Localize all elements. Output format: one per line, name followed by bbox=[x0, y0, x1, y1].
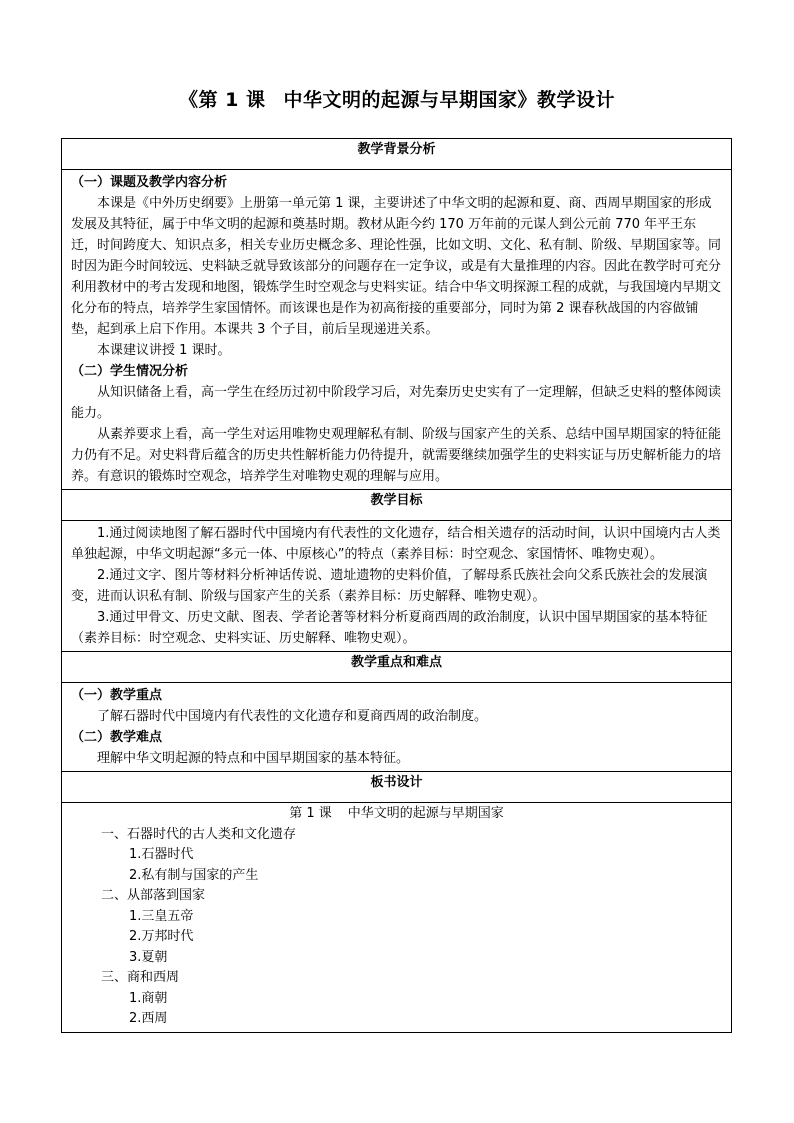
content-analysis-subheading: （一）课题及教学内容分析 bbox=[71, 175, 228, 190]
lesson-hours-paragraph: 本课建议讲授 1 课时。 bbox=[97, 343, 231, 358]
key-focus-subheading: （一）教学重点 bbox=[71, 688, 163, 703]
goals-cell bbox=[62, 521, 732, 652]
difficulty-subheading: （二）教学难点 bbox=[71, 730, 163, 745]
board-item-2b: 2.万邦时代 bbox=[129, 929, 194, 944]
student-knowledge-paragraph: 从知识储备上看，高一学生在经历过初中阶段学习后，对先秦历史史实有了一定理解，但缺乏史料的整体阅读能力。 bbox=[71, 385, 722, 421]
keypoints-heading: 教学重点和难点 bbox=[62, 652, 732, 683]
goal-item-2: 2.通过文字、图片等材料分析神话传说、遗址遗物的史料价值，了解母系氏族社会向父系氏族社会的发展演变，进而认识私有制、阶级与国家产生的关系（素养目标：历史解释、唯物史观）。 bbox=[71, 568, 708, 604]
board-item-2c: 3.夏朝 bbox=[129, 949, 168, 965]
key-focus-paragraph: 了解石器时代中国境内有代表性的文化遗存和夏商西周的政治制度。 bbox=[97, 709, 488, 724]
keypoints-cell bbox=[62, 683, 732, 772]
board-item-3: 三、商和西周 bbox=[101, 970, 180, 985]
board-item-1b: 2.私有制与国家的产生 bbox=[129, 867, 259, 883]
document-title-left: 《第 1 课 bbox=[179, 89, 266, 111]
lesson-plan-table bbox=[61, 138, 732, 1033]
document-title bbox=[0, 85, 794, 112]
board-cell bbox=[62, 803, 732, 1033]
goal-item-3: 3.通过甲骨文、历史文献、图表、学者论著等材料分析夏商西周的政治制度，认识中国早期国家的基本特征（素养目标：时空观念、史料实证、历史解释、唯物史观）。 bbox=[71, 610, 708, 646]
board-title-topic: 中华文明的起源与早期国家 bbox=[347, 806, 504, 821]
background-cell bbox=[62, 170, 732, 490]
board-item-2a: 1.三皇五帝 bbox=[129, 908, 194, 924]
student-analysis-subheading: （二）学生情况分析 bbox=[71, 364, 189, 379]
board-item-2: 二、从部落到国家 bbox=[101, 888, 206, 903]
board-heading: 板书设计 bbox=[62, 772, 732, 803]
board-item-3a: 1.商朝 bbox=[129, 990, 168, 1006]
content-analysis-paragraph: 本课是《中外历史纲要》上册第一单元第 1 课，主要讲述了中华文明的起源和夏、商、西周早期国家的形成发展及其特征，属于中华文明的起源和奠基时期。教材从距今约 170 万年前的元谋人到公元前 770 年平王东迁，时间跨度大、知识点多，相关专业历史概念多、理论性强，比如文明、文化、私有制、阶级、早期国家等。同时因为距今时间较远、史料缺乏就导致该部分的问题存在一定争议，或是有大量推理的内容。因此在教学时可充分利用教材中的考古发现和地图，锻炼学生时空观念与史料实证。结合中华文明探源工程的成就，与我国境内早期文化分布的特点，培养学生家国情怀。而该课也是作为初高衔接的重要部分，同时为第 2 课春秋战国的内容做铺垫，起到承上启下作用。本课共 3 个子目，前后呈现递进关系。 bbox=[71, 196, 722, 337]
board-title bbox=[71, 804, 722, 825]
board-item-1a: 1.石器时代 bbox=[129, 847, 194, 862]
board-item-1: 一、石器时代的古人类和文化遗存 bbox=[101, 826, 297, 842]
background-heading: 教学背景分析 bbox=[62, 139, 732, 170]
board-title-lesson: 第 1 课 bbox=[289, 806, 332, 821]
board-item-3b: 2.西周 bbox=[129, 1011, 168, 1026]
goals-heading: 教学目标 bbox=[62, 490, 732, 521]
difficulty-paragraph: 理解中华文明起源的特点和中国早期国家的基本特征。 bbox=[97, 751, 410, 766]
student-literacy-paragraph: 从素养要求上看，高一学生对运用唯物史观理解私有制、阶级与国家产生的关系、总结中国早期国家的特征能力仍有不足。对史料背后蕴含的历史共性解析能力仍待提升，就需要继续加强学生的史料实证与历史解析能力的培养。有意识的锻炼时空观念，培养学生对唯物史观的理解与应用。 bbox=[71, 427, 722, 484]
document-title-right: 中华文明的起源与早期国家》教学设计 bbox=[283, 89, 615, 111]
goal-item-1: 1.通过阅读地图了解石器时代中国境内有代表性的文化遗存，结合相关遗存的活动时间，认识中国境内古人类单独起源，中华文明起源“多元一体、中原核心”的特点（素养目标：时空观念、家国情怀、唯物史观）。 bbox=[71, 526, 721, 562]
